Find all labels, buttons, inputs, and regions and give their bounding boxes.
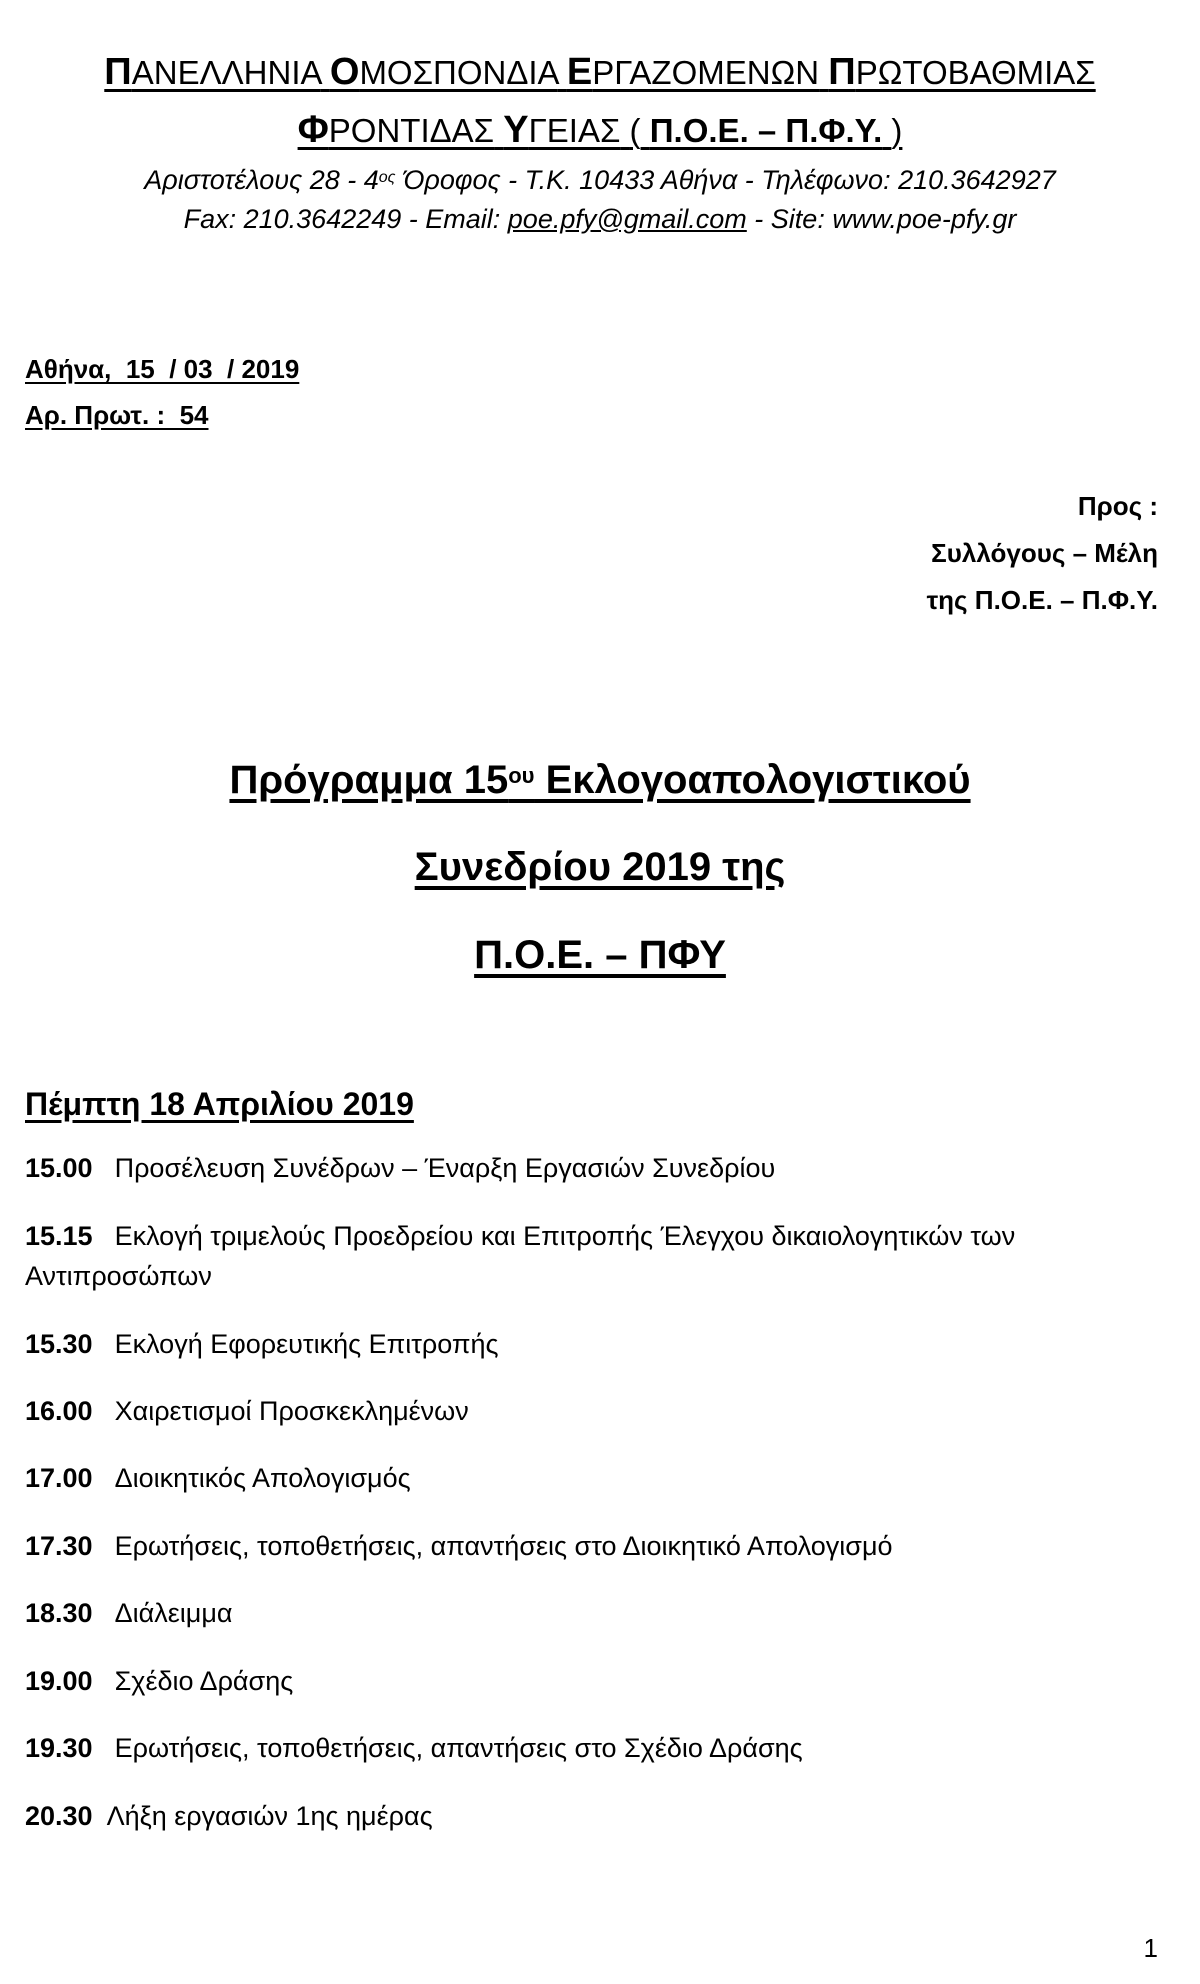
agenda-description: Ερωτήσεις, τοποθετήσεις, απαντήσεις στο Σχέδιο Δράσης bbox=[114, 1733, 803, 1763]
agenda-time: 17.30 bbox=[25, 1531, 93, 1561]
initial-letter: Υ bbox=[503, 109, 529, 151]
address-phone-text: Όροφος - Τ.Κ. 10433 Αθήνα - Τηλέφωνο: 210.3642927 bbox=[395, 165, 1056, 195]
org-name-line-1 bbox=[0, 52, 1200, 93]
initial-letter: Π bbox=[104, 51, 132, 93]
document-title-line-1 bbox=[0, 756, 1200, 804]
address-text: Αριστοτέλους 28 - 4 bbox=[144, 165, 379, 195]
floor-ordinal: ος bbox=[378, 169, 396, 186]
initial-letter: Π bbox=[828, 51, 856, 93]
title-text: Πρόγραμμα 15 bbox=[229, 758, 509, 802]
title-ordinal: ου bbox=[508, 763, 535, 788]
agenda-item bbox=[25, 1661, 1160, 1701]
org-word: ΡΓΑΖΟΜΕΝΩΝ bbox=[592, 54, 820, 91]
org-abbreviation: Π.Ο.Ε. – Π.Φ.Υ. bbox=[649, 112, 883, 149]
agenda-time: 15.30 bbox=[25, 1329, 93, 1359]
address-line bbox=[0, 163, 1200, 197]
agenda-description: Ερωτήσεις, τοποθετήσεις, απαντήσεις στο Διοικητικό Απολογισμό bbox=[114, 1531, 893, 1561]
agenda-item bbox=[25, 1324, 1160, 1364]
agenda-item bbox=[25, 1148, 1160, 1188]
agenda-description: Διοικητικός Απολογισμός bbox=[114, 1463, 411, 1493]
protocol-number: Αρ. Πρωτ. : 54 bbox=[25, 400, 209, 430]
agenda-time: 18.30 bbox=[25, 1598, 93, 1628]
agenda-item bbox=[25, 1216, 1160, 1296]
site-text: - Site: www.poe-pfy.gr bbox=[746, 204, 1017, 234]
email-link[interactable]: poe.pfy@gmail.com bbox=[507, 204, 747, 234]
day-heading: Πέμπτη 18 Απριλίου 2019 bbox=[25, 1086, 414, 1122]
initial-letter: Ε bbox=[566, 51, 593, 93]
agenda-time: 15.00 bbox=[25, 1153, 93, 1183]
initial-letter: Ο bbox=[329, 51, 360, 93]
agenda-description: Προσέλευση Συνέδρων – Έναρξη Εργασιών Συνεδρίου bbox=[114, 1153, 776, 1183]
agenda-time: 15.15 bbox=[25, 1221, 93, 1251]
document-title-line-2: Συνεδρίου 2019 της bbox=[414, 845, 786, 889]
recipient-name: Συλλόγους – Μέλη bbox=[931, 538, 1158, 568]
agenda-description: Σχέδιο Δράσης bbox=[114, 1666, 294, 1696]
agenda-time: 16.00 bbox=[25, 1396, 93, 1426]
page-number: 1 bbox=[1143, 1933, 1158, 1963]
paren-open: ( bbox=[629, 112, 641, 149]
initial-letter: Φ bbox=[297, 109, 329, 151]
org-word: ΡΟΝΤΙΔΑΣ bbox=[328, 112, 495, 149]
agenda-description: Εκλογή τριμελούς Προεδρείου και Επιτροπής Έλεγχου δικαιολογητικών των Αντιπροσώπων bbox=[25, 1221, 1016, 1291]
org-word: ΓΕΙΑΣ bbox=[528, 112, 621, 149]
document-date: Αθήνα, 15 / 03 / 2019 bbox=[25, 354, 300, 384]
recipient-label: Προς : bbox=[1077, 491, 1158, 521]
recipient-org: της Π.Ο.Ε. – Π.Φ.Υ. bbox=[926, 585, 1158, 615]
agenda-item bbox=[25, 1796, 1160, 1836]
agenda-time: 19.00 bbox=[25, 1666, 93, 1696]
agenda-description: Λήξη εργασιών 1ης ημέρας bbox=[106, 1801, 433, 1831]
agenda-item bbox=[25, 1391, 1160, 1431]
agenda-description: Χαιρετισμοί Προσκεκλημένων bbox=[114, 1396, 469, 1426]
org-word: ΑΝΕΛΛΗΝΙΑ bbox=[131, 54, 321, 91]
agenda-item bbox=[25, 1593, 1160, 1633]
agenda-description: Εκλογή Εφορευτικής Επιτροπής bbox=[114, 1329, 499, 1359]
agenda-time: 17.00 bbox=[25, 1463, 93, 1493]
agenda-time: 20.30 bbox=[25, 1801, 93, 1831]
paren-close: ) bbox=[891, 112, 903, 149]
agenda-description: Διάλειμμα bbox=[114, 1598, 233, 1628]
fax-text: Fax: 210.3642249 - Email: bbox=[183, 204, 508, 234]
org-word: ΜΟΣΠΟΝΔΙΑ bbox=[359, 54, 558, 91]
fax-email-site-line bbox=[0, 202, 1200, 236]
agenda-item bbox=[25, 1728, 1160, 1768]
agenda-time: 19.30 bbox=[25, 1733, 93, 1763]
org-word: ΡΩΤΟΒΑΘΜΙΑΣ bbox=[855, 54, 1096, 91]
org-name-line-2 bbox=[0, 110, 1200, 151]
agenda-item bbox=[25, 1458, 1160, 1498]
document-title-line-3: Π.Ο.Ε. – ΠΦΥ bbox=[474, 933, 726, 977]
title-text: Εκλογοαπολογιστικού bbox=[534, 758, 971, 802]
agenda-item bbox=[25, 1526, 1160, 1566]
